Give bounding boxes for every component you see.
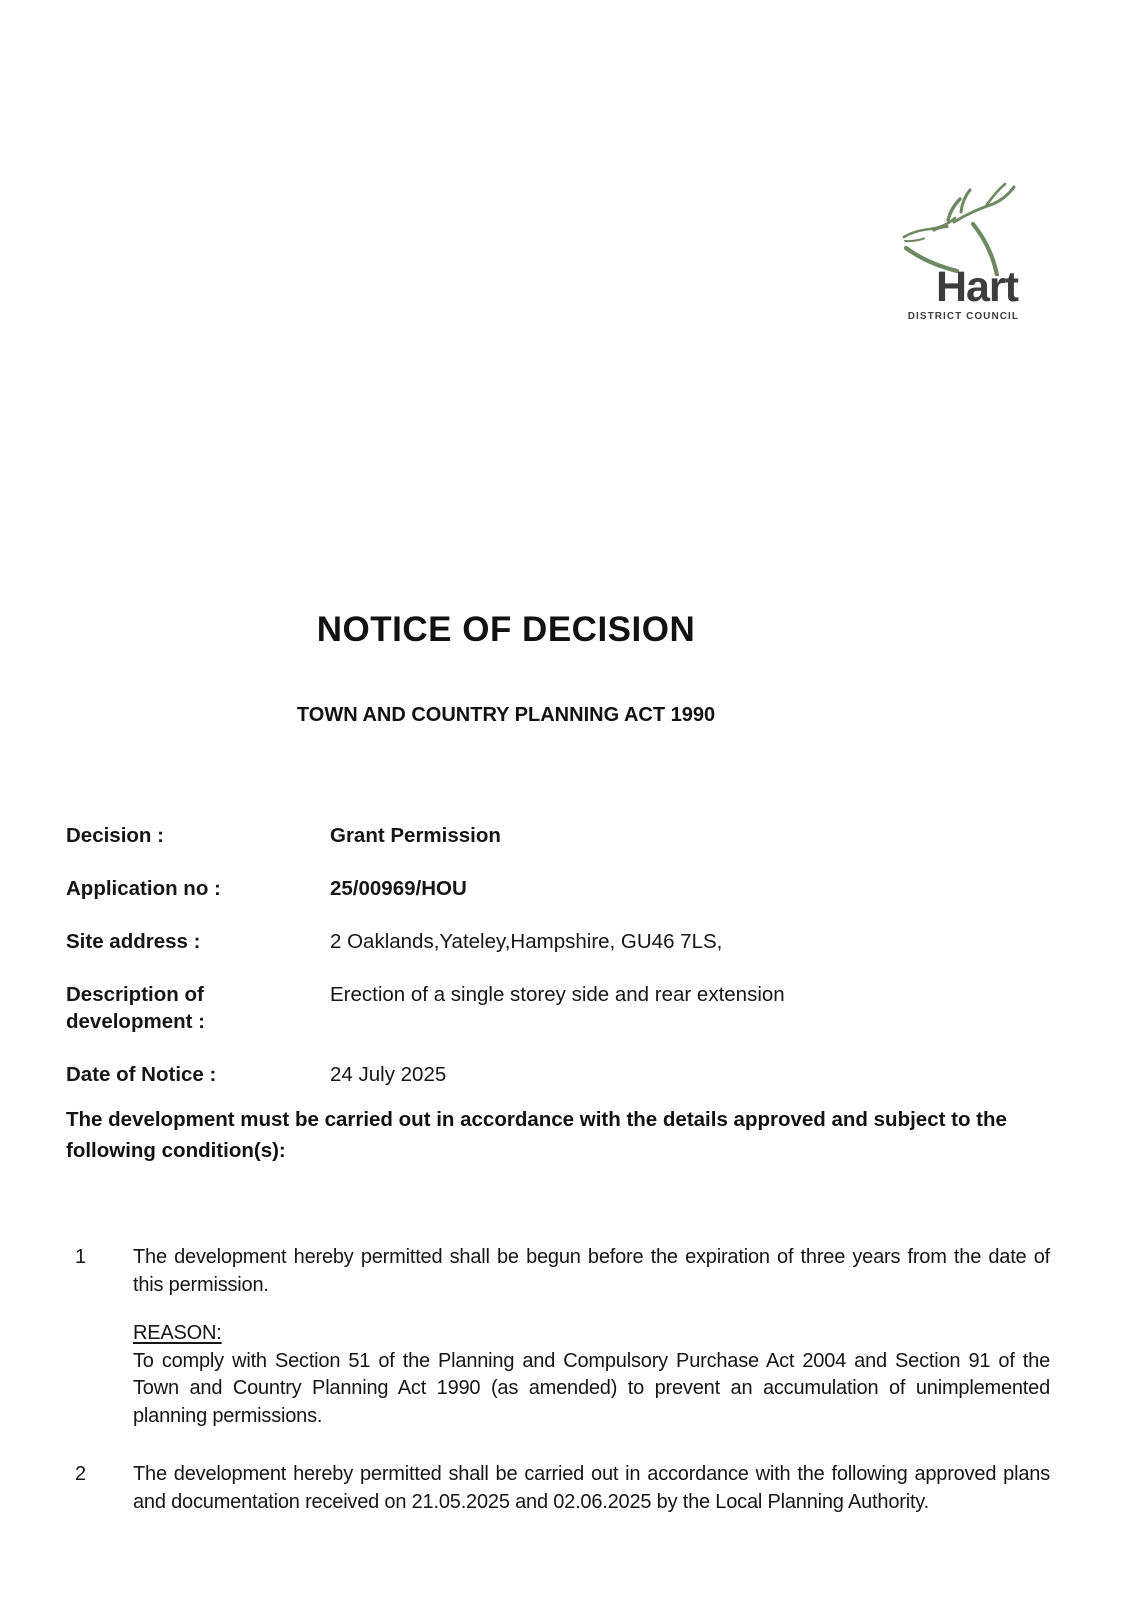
reason-heading: REASON:	[133, 1322, 222, 1344]
logo-name: Hart	[935, 263, 1018, 311]
detail-value: Erection of a single storey side and rear extension	[330, 983, 785, 1006]
detail-value: 2 Oaklands,Yateley,Hampshire, GU46 7LS,	[330, 930, 723, 953]
detail-value: 25/00969/HOU	[330, 877, 467, 900]
condition-item-2	[66, 1461, 1050, 1516]
detail-label: Description of development :	[66, 983, 205, 1033]
detail-row-decision	[66, 822, 1066, 849]
detail-label: Date of Notice :	[66, 1063, 217, 1086]
detail-value: 24 July 2025	[330, 1063, 447, 1086]
condition-text: The development hereby permitted shall be begun before the expiration of three years from the date of this permission.	[133, 1246, 1050, 1296]
detail-value: Grant Permission	[330, 824, 501, 847]
condition-item-1	[66, 1244, 1050, 1430]
condition-number: 2	[75, 1463, 86, 1485]
detail-row-site-address	[66, 928, 1066, 955]
condition-body	[133, 1244, 1050, 1430]
detail-label: Application no :	[66, 877, 221, 900]
act-subtitle: TOWN AND COUNTRY PLANNING ACT 1990	[296, 704, 716, 726]
condition-number: 1	[75, 1246, 86, 1268]
detail-row-description	[66, 981, 1066, 1035]
logo-subtitle: DISTRICT COUNCIL	[907, 311, 1019, 322]
intro-paragraph: The development must be carried out in accordance with the details approved and subject to the following condition(s):	[66, 1108, 1007, 1162]
details-section	[66, 822, 1066, 1114]
detail-label: Decision :	[66, 824, 164, 847]
condition-text: The development hereby permitted shall be carried out in accordance with the following approved plans and documentation received on 21.05.2025 and 02.06.2025 by the Local Planning Authority.	[133, 1463, 1050, 1513]
detail-row-date-of-notice	[66, 1061, 1066, 1088]
detail-label: Site address :	[66, 930, 201, 953]
stag-head-icon	[899, 180, 1017, 276]
detail-row-application-no	[66, 875, 1066, 902]
reason-block	[133, 1320, 1050, 1430]
council-logo	[899, 180, 1019, 322]
condition-body	[133, 1461, 1050, 1516]
stag-strokes	[904, 184, 1014, 275]
reason-text: To comply with Section 51 of the Planning and Compulsory Purchase Act 2004 and Section 91 of the Town and Country Planning Act 1990 (as amended) to prevent an accumulation of unimplemented planning permissions.	[133, 1349, 1050, 1427]
document-title: NOTICE OF DECISION	[316, 610, 696, 649]
